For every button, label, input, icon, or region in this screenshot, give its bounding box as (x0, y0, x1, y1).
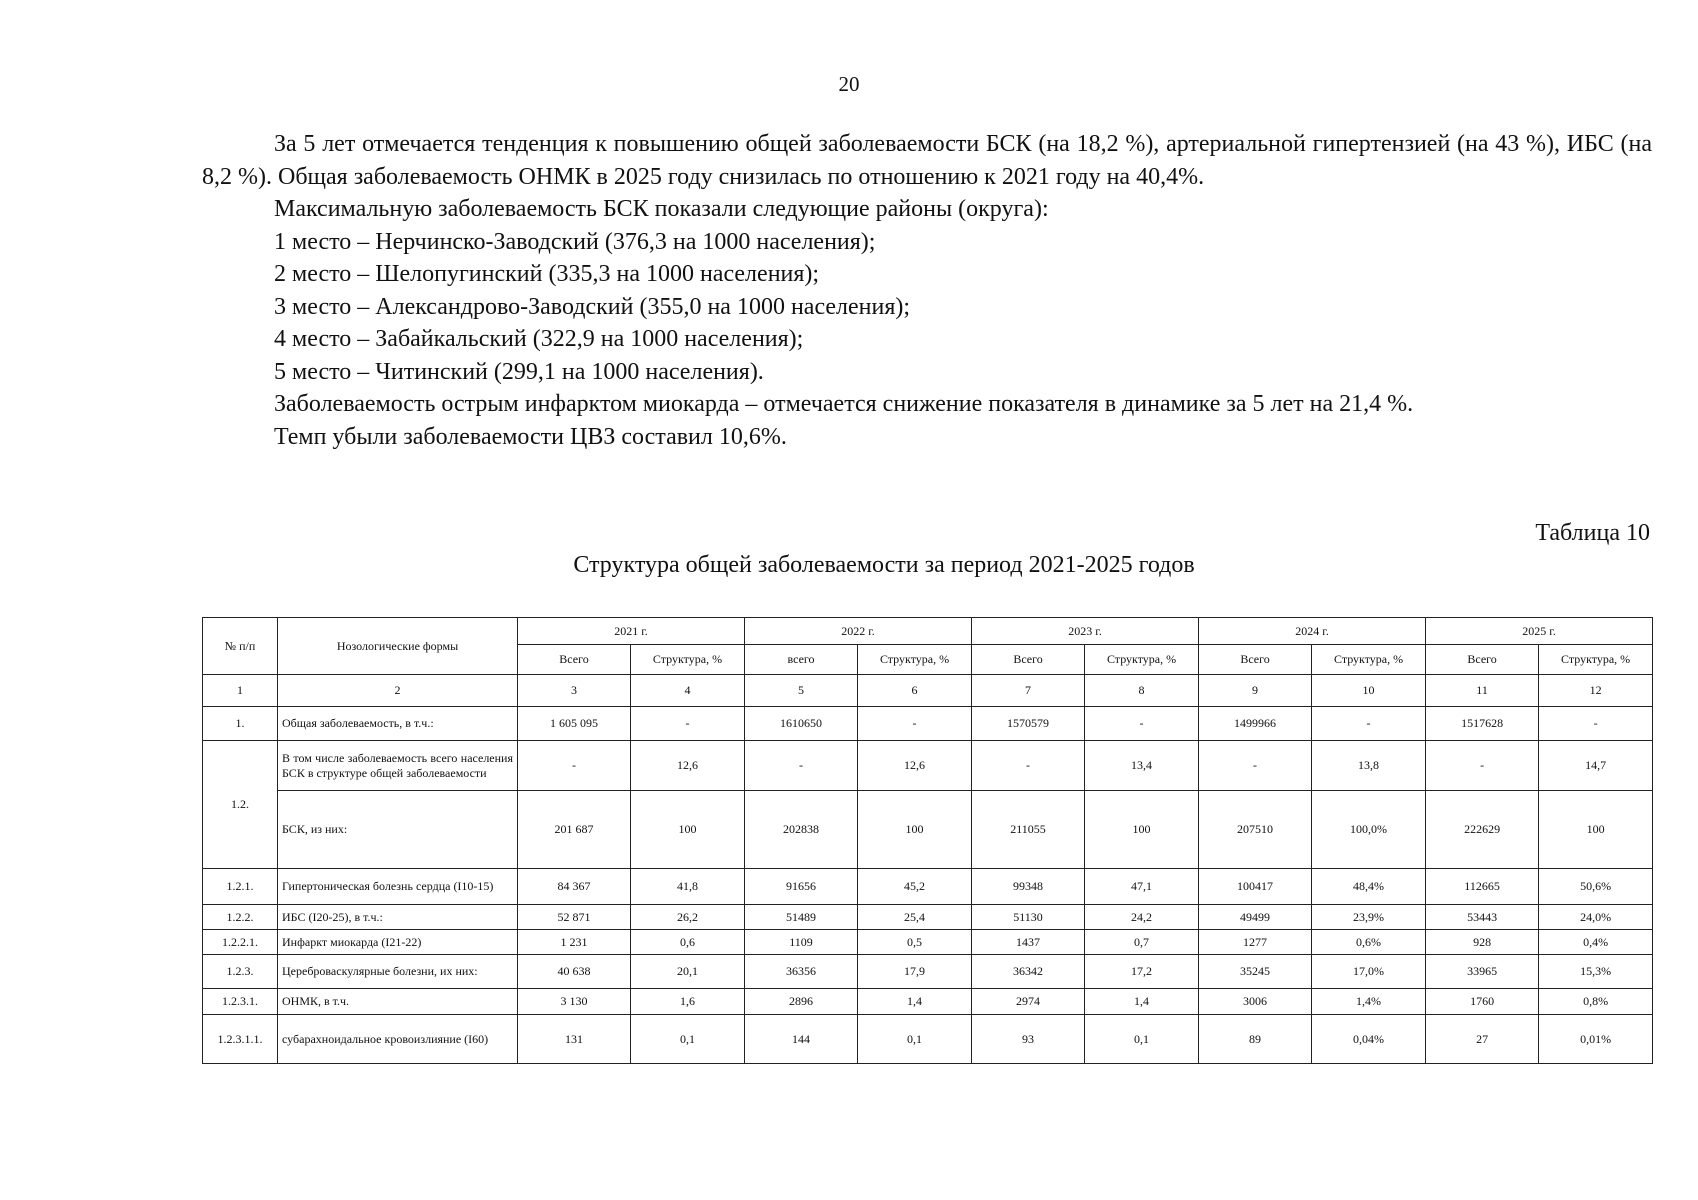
table-cell: - (858, 707, 972, 741)
header-sub: Всего (1199, 645, 1312, 675)
row-num: 1.2.3. (203, 955, 278, 989)
header-sub: Всего (1426, 645, 1539, 675)
col-number: 11 (1426, 675, 1539, 707)
table-cell: 14,7 (1539, 741, 1653, 791)
table-cell: 26,2 (631, 905, 745, 930)
table-cell: 1570579 (972, 707, 1085, 741)
table-cell: 13,4 (1085, 741, 1199, 791)
table-cell: - (1539, 707, 1653, 741)
table-cell: 207510 (1199, 791, 1312, 869)
table-cell: 24,2 (1085, 905, 1199, 930)
table-cell: 0,4% (1539, 930, 1653, 955)
header-year: 2025 г. (1426, 618, 1653, 645)
table-cell: 3006 (1199, 989, 1312, 1015)
col-number: 6 (858, 675, 972, 707)
col-number: 9 (1199, 675, 1312, 707)
header-sub: всего (745, 645, 858, 675)
table-cell: 928 (1426, 930, 1539, 955)
table-cell: 89 (1199, 1015, 1312, 1064)
table-cell: 51489 (745, 905, 858, 930)
table-cell: 36356 (745, 955, 858, 989)
table-cell: 2896 (745, 989, 858, 1015)
table-cell: 12,6 (858, 741, 972, 791)
table-cell: 17,9 (858, 955, 972, 989)
table-label: Таблица 10 (1535, 520, 1650, 546)
table-cell: 0,6 (631, 930, 745, 955)
header-year: 2021 г. (518, 618, 745, 645)
row-num: 1.2. (203, 741, 278, 869)
table-cell: 25,4 (858, 905, 972, 930)
table-cell: 3 130 (518, 989, 631, 1015)
table-cell: 1,4 (1085, 989, 1199, 1015)
row-name: В том числе заболеваемость всего населения БСК в структуре общей заболеваемости (278, 741, 518, 791)
row-name: Гипертоническая болезнь сердца (I10-15) (278, 869, 518, 905)
header-year: 2023 г. (972, 618, 1199, 645)
table-cell: 0,1 (858, 1015, 972, 1064)
row-name: Общая заболеваемость, в т.ч.: (278, 707, 518, 741)
table-cell: 12,6 (631, 741, 745, 791)
col-number: 3 (518, 675, 631, 707)
header-sub: Всего (972, 645, 1085, 675)
table-cell: 1,6 (631, 989, 745, 1015)
table-row (203, 989, 1653, 1015)
mi-paragraph: Заболеваемость острым инфарктом миокарда – отмечается снижение показателя в динамике за 5 лет на 21,4 %. (274, 391, 1414, 417)
table-cell: 100 (631, 791, 745, 869)
table-cell: 1 605 095 (518, 707, 631, 741)
place-5: 5 место – Читинский (299,1 на 1000 населения). (274, 358, 764, 385)
page-number: 20 (838, 72, 860, 96)
table-cell: 1517628 (1426, 707, 1539, 741)
table-cell: 20,1 (631, 955, 745, 989)
row-num: 1.2.3.1. (203, 989, 278, 1015)
table-cell: 35245 (1199, 955, 1312, 989)
table-cell: 144 (745, 1015, 858, 1064)
row-num: 1.2.1. (203, 869, 278, 905)
row-name: Цереброваскулярные болезни, их них: (278, 955, 518, 989)
row-name: БСК, из них: (278, 791, 518, 869)
table-cell: 131 (518, 1015, 631, 1064)
header-sub: Структура, % (1539, 645, 1653, 675)
table-cell: 1 231 (518, 930, 631, 955)
table-cell: 100 (1085, 791, 1199, 869)
table-cell: - (631, 707, 745, 741)
table-cell: 1760 (1426, 989, 1539, 1015)
table-cell: 84 367 (518, 869, 631, 905)
table-cell: 100 (1539, 791, 1653, 869)
table-cell: 40 638 (518, 955, 631, 989)
table-cell: 47,1 (1085, 869, 1199, 905)
table-cell: 1437 (972, 930, 1085, 955)
table-row (203, 707, 1653, 741)
header-forms: Нозологические формы (278, 618, 518, 675)
row-num: 1. (203, 707, 278, 741)
table-cell: 51130 (972, 905, 1085, 930)
table-row (203, 1015, 1653, 1064)
table-cell: 0,1 (1085, 1015, 1199, 1064)
intro-paragraph: За 5 лет отмечается тенденция к повышению общей заболеваемости БСК (на 18,2 %), артериальной гипертензией (на 43 %), ИБС (на 8,2 %). Общая заболеваемость ОНМК в 2025 году снизилась по отношению к 2021 году на 40,4%. (202, 131, 1652, 190)
header-year: 2022 г. (745, 618, 972, 645)
table-cell: 13,8 (1312, 741, 1426, 791)
header-num: № п/п (203, 618, 278, 675)
table-cell: 1499966 (1199, 707, 1312, 741)
table-cell: 0,8% (1539, 989, 1653, 1015)
table-cell: 36342 (972, 955, 1085, 989)
table-cell: 17,2 (1085, 955, 1199, 989)
body-text (202, 128, 1652, 453)
table-cell: 52 871 (518, 905, 631, 930)
row-num: 1.2.2. (203, 905, 278, 930)
table-cell: 0,1 (631, 1015, 745, 1064)
row-name: ИБС (I20-25), в т.ч.: (278, 905, 518, 930)
table-cell: 45,2 (858, 869, 972, 905)
table-cell: 41,8 (631, 869, 745, 905)
table-cell: 48,4% (1312, 869, 1426, 905)
header-sub: Структура, % (1085, 645, 1199, 675)
col-number: 5 (745, 675, 858, 707)
table-cell: 0,04% (1312, 1015, 1426, 1064)
header-sub: Структура, % (631, 645, 745, 675)
row-num: 1.2.3.1.1. (203, 1015, 278, 1064)
header-sub: Всего (518, 645, 631, 675)
row-num: 1.2.2.1. (203, 930, 278, 955)
place-4: 4 место – Забайкальский (322,9 на 1000 населения); (274, 326, 804, 352)
place-1: 1 место – Нерчинско-Заводский (376,3 на 1000 населения); (274, 228, 876, 255)
table-cell: - (745, 741, 858, 791)
table-cell: 211055 (972, 791, 1085, 869)
table-cell: 15,3% (1539, 955, 1653, 989)
table-cell: - (1312, 707, 1426, 741)
table-row (203, 905, 1653, 930)
table-row (203, 741, 1653, 791)
table-cell: - (972, 741, 1085, 791)
table-cell: 2974 (972, 989, 1085, 1015)
table-cell: 17,0% (1312, 955, 1426, 989)
table-cell: 24,0% (1539, 905, 1653, 930)
table-cell: 93 (972, 1015, 1085, 1064)
table-cell: 100417 (1199, 869, 1312, 905)
table-cell: 201 687 (518, 791, 631, 869)
header-sub: Структура, % (858, 645, 972, 675)
table-cell: - (1199, 741, 1312, 791)
table-cell: - (518, 741, 631, 791)
col-number: 10 (1312, 675, 1426, 707)
table-cell: 1,4 (858, 989, 972, 1015)
table-cell: 1109 (745, 930, 858, 955)
table-cell: 23,9% (1312, 905, 1426, 930)
table-cell: 1277 (1199, 930, 1312, 955)
header-year: 2024 г. (1199, 618, 1426, 645)
table-cell: 50,6% (1539, 869, 1653, 905)
table-cell: 0,01% (1539, 1015, 1653, 1064)
table-cell: 0,7 (1085, 930, 1199, 955)
table-cell: 100,0% (1312, 791, 1426, 869)
cvd-paragraph: Темп убыли заболеваемости ЦВЗ составил 10,6%. (274, 423, 787, 450)
table-title: Структура общей заболеваемости за период 2021-2025 годов (573, 552, 1195, 578)
table-cell: 91656 (745, 869, 858, 905)
table-cell: 112665 (1426, 869, 1539, 905)
table-cell: 222629 (1426, 791, 1539, 869)
col-number: 8 (1085, 675, 1199, 707)
table-row (203, 930, 1653, 955)
morbidity-table (202, 617, 1653, 1064)
row-name: ОНМК, в т.ч. (278, 989, 518, 1015)
table-cell: 99348 (972, 869, 1085, 905)
max-incidence-header: Максимальную заболеваемость БСК показали следующие районы (округа): (274, 196, 1049, 222)
table-cell: 202838 (745, 791, 858, 869)
table-cell: 53443 (1426, 905, 1539, 930)
table-cell: - (1085, 707, 1199, 741)
table-cell: 100 (858, 791, 972, 869)
col-number: 2 (278, 675, 518, 707)
place-3: 3 место – Александрово-Заводский (355,0 на 1000 населения); (274, 293, 911, 320)
place-2: 2 место – Шелопугинский (335,3 на 1000 населения); (274, 261, 820, 287)
table-cell: 33965 (1426, 955, 1539, 989)
col-number: 7 (972, 675, 1085, 707)
col-number: 4 (631, 675, 745, 707)
table-cell: - (1426, 741, 1539, 791)
table-cell: 1,4% (1312, 989, 1426, 1015)
col-number: 1 (203, 675, 278, 707)
table-cell: 1610650 (745, 707, 858, 741)
table-cell: 0,5 (858, 930, 972, 955)
table-cell: 0,6% (1312, 930, 1426, 955)
table-row (203, 791, 1653, 869)
row-name: субарахноидальное кровоизлияние (I60) (278, 1015, 518, 1064)
col-number: 12 (1539, 675, 1653, 707)
table-row (203, 869, 1653, 905)
table-row (203, 955, 1653, 989)
table-cell: 49499 (1199, 905, 1312, 930)
row-name: Инфаркт миокарда (I21-22) (278, 930, 518, 955)
header-sub: Структура, % (1312, 645, 1426, 675)
table-cell: 27 (1426, 1015, 1539, 1064)
